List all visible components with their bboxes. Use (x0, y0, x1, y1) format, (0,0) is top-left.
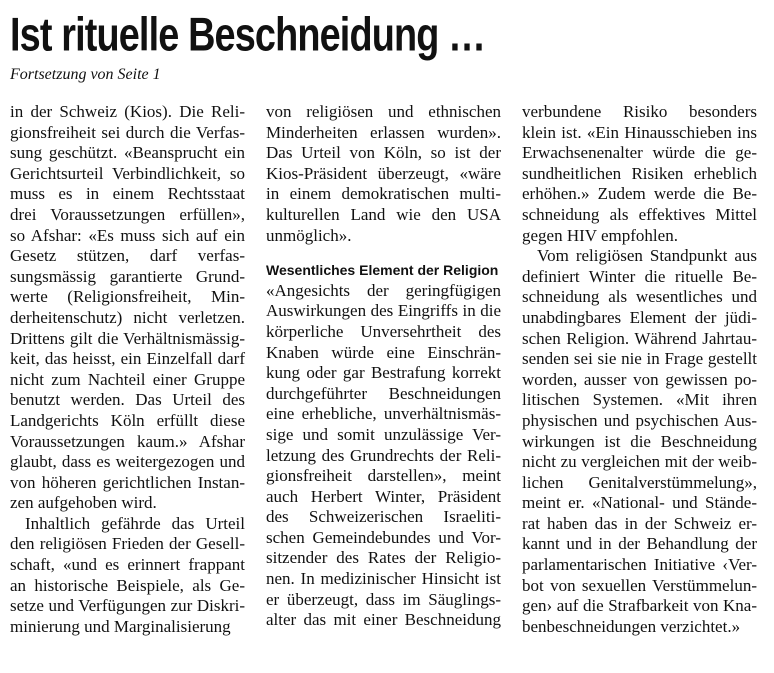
text-line: an historische Beispiele, als Ge- (10, 575, 245, 595)
text-line: benbeschneidungen verzichtet.» (522, 616, 741, 636)
text-line: Gerichtsurteil Verbindlichkeit, so (10, 163, 245, 183)
text-line: er überzeugt, dass im Säuglings- (266, 589, 501, 609)
text-line: schneidung als wesentliches und (522, 287, 757, 307)
text-line: «Angesichts der geringfügigen (266, 280, 501, 300)
text-line: benutzt werden. Das Urteil des (10, 390, 245, 410)
text-line: physischen und psychischen Aus- (522, 410, 757, 430)
text-line: unmöglich». (266, 225, 352, 245)
text-line: sundheitlichen Risiken erheblich (522, 163, 757, 183)
text-line: senden sei sie nie in Frage gestellt (522, 349, 757, 369)
text-line: nicht zum Nachteil einer Gruppe (10, 369, 245, 389)
text-line: Kios-Präsident überzeugt, «wäre (266, 163, 501, 183)
paragraph-gap (266, 246, 501, 260)
text-line: worden, ausser von gewissen po- (522, 369, 757, 389)
text-line: eine erhebliche, unverhältnismäs- (266, 404, 501, 424)
text-line: verbundene Risiko besonders (522, 102, 757, 121)
text-line: glaubt, dass es weitergezogen und (10, 452, 245, 472)
text-line: von religiösen und ethnischen (266, 102, 501, 121)
text-line: kulturellen Land wie den USA (266, 204, 501, 224)
text-line: Auswirkungen des Eingriffs in die (266, 301, 501, 321)
text-line: lichen Genitalverstümmelung», (522, 472, 757, 492)
column-2 (266, 102, 501, 631)
subheading: Wesentliches Element der Religion (266, 262, 499, 279)
text-line: sung geschützt. «Beansprucht ein (10, 143, 245, 163)
text-line: minierung und Marginalisierung (10, 616, 231, 636)
text-line: klein ist. «Ein Hinausschieben ins (522, 122, 757, 142)
text-line: durchgeführter Beschneidungen (266, 383, 501, 403)
continuation-note: Fortsetzung von Seite 1 (10, 66, 161, 83)
text-line: kannt und in der Behandlung der (522, 534, 757, 554)
column-1 (10, 102, 245, 637)
text-line: nen. In medizinischer Hinsicht ist (266, 569, 501, 589)
text-line: in der Schweiz (Kios). Die Reli- (10, 102, 245, 121)
text-line: so Afshar: «Es muss sich auf ein (10, 225, 245, 245)
text-line: von höheren gerichtlichen Instan- (10, 472, 245, 492)
text-line: sige und somit unzulässige Ver- (266, 424, 501, 444)
text-line: körperliche Unversehrtheit des (266, 321, 501, 341)
text-line: Erwachsenenalter würde die ge- (522, 143, 757, 163)
text-line: schneidung als effektives Mittel (522, 204, 757, 224)
text-line: parlamentarischen Initiative ‹Ver- (522, 555, 757, 575)
text-line: gionsfreiheit sei durch die Verfas- (10, 122, 245, 142)
headline: Ist rituelle Beschneidung … (10, 8, 486, 62)
text-line: gionsfreiheit darstellen», meint (266, 466, 501, 486)
text-line: drei Voraussetzungen erfüllen», (10, 204, 245, 224)
text-line: sungsmässig garantierte Grund- (10, 266, 245, 286)
text-line: schen Religion. Während Jahrtau- (522, 328, 757, 348)
text-line: nicht zu vergleichen mit der weib- (522, 452, 757, 472)
text-line: Landgerichts Köln erfüllt diese (10, 410, 245, 430)
text-line: werte (Religionsfreiheit, Min- (10, 287, 245, 307)
text-line: unabdingbares Element der jüdi- (522, 307, 757, 327)
text-line: sitzender des Rates der Religio- (266, 548, 501, 568)
text-line: erhöhen.» Zudem werde die Be- (522, 184, 757, 204)
text-line: kung oder gar Bestrafung korrekt (266, 363, 501, 383)
text-line: Drittens gilt die Verhältnismässig- (10, 328, 245, 348)
text-line: gegen HIV empfohlen. (522, 225, 678, 245)
text-line: Das Urteil von Köln, so ist der (266, 143, 501, 163)
text-line: bot von sexuellen Verstümmelun- (522, 575, 757, 595)
text-line: auch Herbert Winter, Präsident (266, 486, 501, 506)
text-line: Inhaltlich gefährde das Urteil (25, 513, 245, 533)
text-line: des Schweizerischen Israeliti- (266, 507, 501, 527)
text-line: derheitenschutz) nicht verletzen. (10, 307, 245, 327)
text-line: Minderheiten erlassen wurden». (266, 122, 501, 142)
text-line: schen Gemeindebundes und Vor- (266, 527, 501, 547)
text-line: schaft, «und es erinnert frappant (10, 555, 245, 575)
text-line: setze und Verfügungen zur Diskri- (10, 596, 245, 616)
text-line: definiert Winter die rituelle Be- (522, 266, 757, 286)
text-line: in einem demokratischen multi- (266, 184, 501, 204)
text-line: zen aufgehoben wird. (10, 493, 157, 513)
column-3 (522, 102, 757, 637)
text-line: Gesetz stützen, darf verfas- (10, 246, 245, 266)
text-line: wirkungen ist die Beschneidung (522, 431, 757, 451)
text-line: Vom religiösen Standpunkt aus (537, 246, 757, 266)
text-line: alter das mit einer Beschneidung (266, 610, 501, 630)
text-line: letzung des Grundrechts der Reli- (266, 445, 501, 465)
text-line: Voraussetzungen kaum.» Afshar (10, 431, 245, 451)
text-line: litischen Systemen. «Mit ihren (522, 390, 757, 410)
text-line: muss es in einem Rechtsstaat (10, 184, 245, 204)
text-line: Knaben würde eine Einschrän- (266, 342, 501, 362)
text-line: gen› auf die Strafbarkeit von Kna- (522, 596, 757, 616)
text-line: meint er. «National- und Stände- (522, 493, 757, 513)
text-line: rat haben das in der Schweiz er- (522, 513, 757, 533)
text-line: keit, das heisst, ein Einzelfall darf (10, 349, 245, 369)
text-line: den religiösen Frieden der Gesell- (10, 534, 245, 554)
